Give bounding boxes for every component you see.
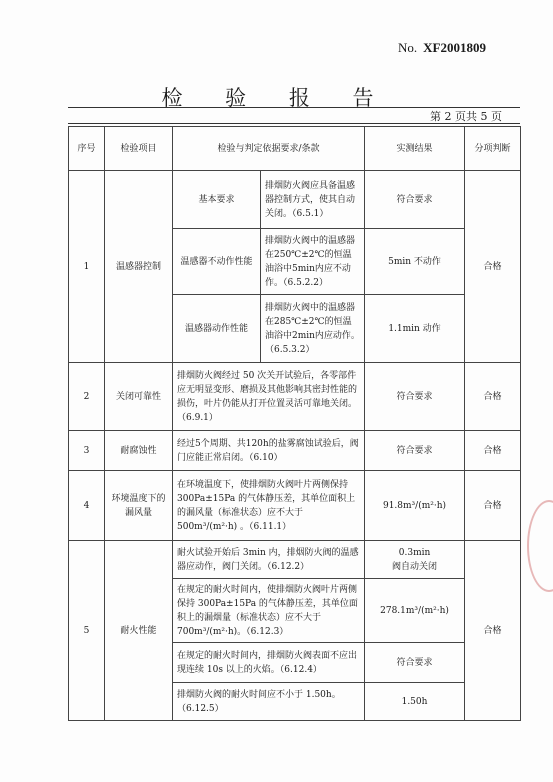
verdict-value: 合格 xyxy=(465,471,521,541)
row-item: 耐腐蚀性 xyxy=(105,431,173,471)
result-value: 符合要求 xyxy=(365,171,465,229)
page-title: 检 验 报 告 xyxy=(161,86,392,110)
header-item: 检验项目 xyxy=(105,127,173,171)
table-row xyxy=(69,541,521,579)
requirement-text: 排烟防火阀应具备温感器控制方式，使其自动关闭。（6.5.1） xyxy=(261,171,365,229)
requirement-text: 在环境温度下，使排烟防火阀叶片两侧保持 300Pa±15Pa 的气体静压差，其单位面积上的漏风量（标准状态）应不大于 500m³/(m²·h) 。（6.11.1） xyxy=(173,471,365,541)
verdict-value: 合格 xyxy=(465,431,521,471)
result-value: 1.50h xyxy=(365,683,465,721)
row-item: 关闭可靠性 xyxy=(105,363,173,431)
sub-item-name: 温感器不动作性能 xyxy=(173,229,261,295)
requirement-text: 在规定的耐火时间内，排烟防火阀表面不应出现连续 10s 以上的火焰。（6.12.4） xyxy=(173,643,365,683)
table-row xyxy=(69,363,521,431)
table-row xyxy=(69,431,521,471)
row-number: 3 xyxy=(69,431,105,471)
result-value: 0.3min 阀自动关闭 xyxy=(365,541,465,579)
header-requirement: 检验与判定依据要求/条款 xyxy=(173,127,365,171)
requirement-text: 经过5个周期、共120h的盐雾腐蚀试验后，阀门应能正常启闭。（6.10） xyxy=(173,431,365,471)
row-item: 耐火性能 xyxy=(105,541,173,721)
result-value: 5min 不动作 xyxy=(365,229,465,295)
result-value: 符合要求 xyxy=(365,363,465,431)
row-number: 5 xyxy=(69,541,105,721)
result-value: 符合要求 xyxy=(365,431,465,471)
row-number: 2 xyxy=(69,363,105,431)
result-value: 278.1m³/(m²·h) xyxy=(365,579,465,643)
page-info: 第 2 页共 5 页 xyxy=(430,110,502,123)
requirement-text: 在规定的耐火时间内，使排烟防火阀叶片两侧保持 300Pa±15Pa 的气体静压差，其单位面积上的漏烟量（标准状态）应不大于 700m³/(m²·h)。（6.12.3） xyxy=(173,579,365,643)
requirement-text: 排烟防火阀的耐火时间应不小于 1.50h。（6.12.5） xyxy=(173,683,365,721)
verdict-value: 合格 xyxy=(465,541,521,721)
sub-item-name: 基本要求 xyxy=(173,171,261,229)
requirement-text: 耐火试验开始后 3min 内，排烟防火阀的温感器应动作，阀门关闭。（6.12.2） xyxy=(173,541,365,579)
official-seal-stamp xyxy=(527,500,553,592)
requirement-text: 排烟防火阀中的温感器在285℃±2℃的恒温油浴中2min内应动作。（6.5.3.2） xyxy=(261,295,365,363)
inspection-table xyxy=(68,126,521,721)
verdict-value: 合格 xyxy=(465,171,521,363)
table-row xyxy=(69,171,521,229)
divider xyxy=(68,123,520,124)
result-value: 符合要求 xyxy=(365,643,465,683)
verdict-value: 合格 xyxy=(465,363,521,431)
row-number: 4 xyxy=(69,471,105,541)
header-result: 实测结果 xyxy=(365,127,465,171)
row-number: 1 xyxy=(69,171,105,363)
header-no: 序号 xyxy=(69,127,105,171)
requirement-text: 排烟防火阀经过 50 次关开试验后，各零部件应无明显变形、磨损及其他影响其密封性能的损伤，叶片仍能从打开位置灵活可靠地关闭。（6.9.1） xyxy=(173,363,365,431)
table-row xyxy=(69,471,521,541)
report-number: No. XF2001809 xyxy=(398,40,486,55)
row-item: 环境温度下的漏风量 xyxy=(105,471,173,541)
result-value: 1.1min 动作 xyxy=(365,295,465,363)
requirement-text: 排烟防火阀中的温感器在250℃±2℃的恒温油浴中5min内应不动作。（6.5.2.2） xyxy=(261,229,365,295)
row-item: 温感器控制 xyxy=(105,171,173,363)
result-value: 91.8m³/(m²·h) xyxy=(365,471,465,541)
header-verdict: 分项判断 xyxy=(465,127,521,171)
sub-item-name: 温感器动作性能 xyxy=(173,295,261,363)
